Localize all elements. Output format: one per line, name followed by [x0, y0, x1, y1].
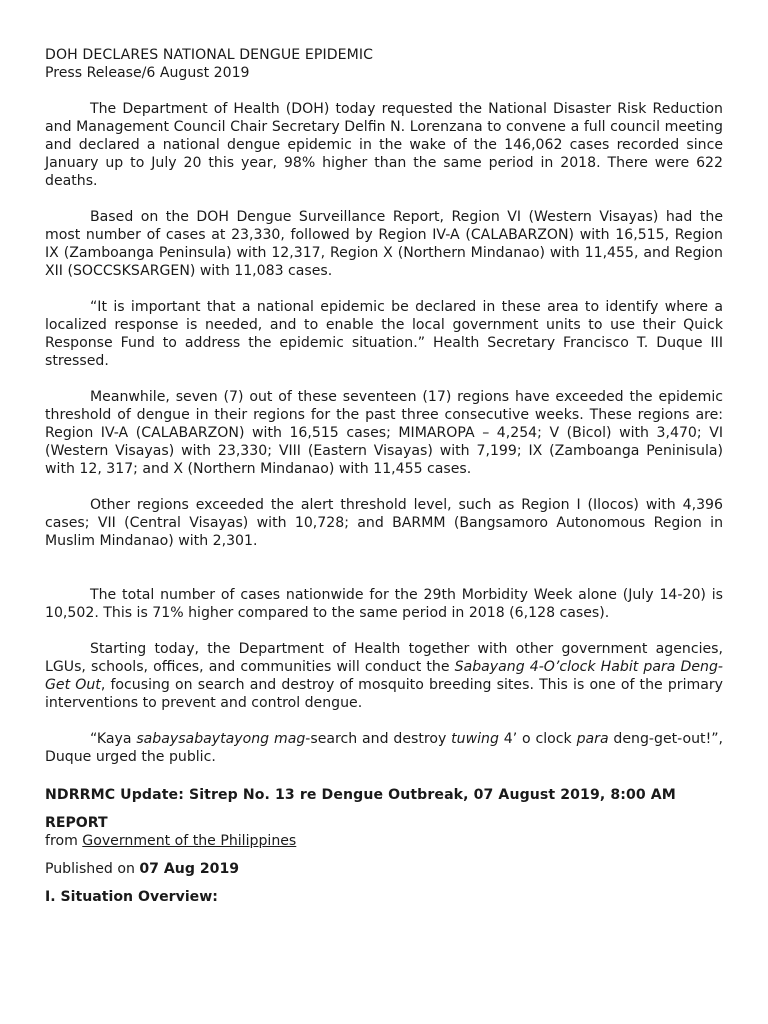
published-prefix: Published on	[45, 861, 140, 877]
published-date: 07 Aug 2019	[139, 861, 240, 877]
report-source-line	[45, 832, 723, 850]
press-release-subtitle: Press Release/6 August 2019	[45, 65, 250, 81]
report-label: REPORT	[45, 815, 108, 831]
situation-overview-heading: I. Situation Overview:	[45, 889, 218, 905]
text-span: Starting today, the Department of Health together with other government agencies, LGUs, schools, offices, and communities will conduct the	[45, 641, 723, 675]
sitrep-heading: NDRRMC Update: Sitrep No. 13 re Dengue Outbreak, 07 August 2019, 8:00 AM	[45, 787, 676, 803]
source-link[interactable]: Government of the Philippines	[82, 833, 297, 849]
paragraph-sabayang-habit	[45, 640, 723, 712]
paragraph-epidemic-declaration: The Department of Health (DOH) today requested the National Disaster Risk Reduction and Management Council Chair Secretary Delfin N. Lorenzana to convene a full council meeting and declared a national dengue epidemic in the wake of the 146,062 cases recorded since January up to July 20 this year, 98% higher than the same period in 2018. There were 622 deaths.	[45, 101, 723, 189]
paragraph-epidemic-threshold: Meanwhile, seven (7) out of these seventeen (17) regions have exceeded the epidemic threshold of dengue in their regions for the past three consecutive weeks. These regions are: Region IV-A (CALABARZON) with 16,515 cases; MIMAROPA – 4,254; V (Bicol) with 3,470; VI (Western Visayas) with 23,330; VIII (Eastern Visayas) with 7,199; IX (Zamboanga Peninisula) with 12, 317; and X (Northern Mindanao) with 11,455 cases.	[45, 389, 723, 477]
italic-text-span: tuwing	[451, 731, 499, 747]
source-prefix: from	[45, 833, 83, 849]
italic-text-span: para	[576, 731, 609, 747]
text-span: , focusing on search and destroy of mosquito breeding sites. This is one of the primary interventions to prevent and control dengue.	[45, 677, 723, 711]
press-release-title: DOH DECLARES NATIONAL DENGUE EPIDEMIC	[45, 47, 374, 63]
document-content	[45, 46, 723, 906]
paragraph-duque-quote: “It is important that a national epidemic be declared in these area to identify where a localized response is needed, and to enable the local government units to use their Quick Response Fund to address the epidemic situation.” Health Secretary Francisco T. Duque III stressed.	[45, 299, 723, 369]
paragraph-regional-cases: Based on the DOH Dengue Surveillance Report, Region VI (Western Visayas) had the most number of cases at 23,330, followed by Region IV-A (CALABARZON) with 16,515, Region IX (Zamboanga Peninsula) with 12,317, Region X (Northern Mindanao) with 11,455, and Region XII (SOCCSKSARGEN) with 11,083 cases.	[45, 209, 723, 279]
text-span: -search and destroy	[305, 731, 452, 747]
paragraph-morbidity-week: The total number of cases nationwide for the 29th Morbidity Week alone (July 14-20) is 10,502. This is 71% higher compared to the same period in 2018 (6,128 cases).	[45, 587, 723, 621]
text-span: deng-get-out!”, Duque urged the public.	[45, 731, 723, 765]
paragraph-duque-urge	[45, 730, 723, 766]
text-span: 4’ o clock	[498, 731, 577, 747]
italic-text-span: Sabayang 4-O’clock Habit para Deng-Get Out	[45, 659, 723, 693]
text-span: “Kaya	[90, 731, 137, 747]
italic-text-span: sabaysabaytayong mag	[136, 731, 306, 747]
paragraph-alert-threshold: Other regions exceeded the alert threshold level, such as Region I (Ilocos) with 4,396 cases; VII (Central Visayas) with 10,728; and BARMM (Bangsamoro Autonomous Region in Muslim Mindanao) with 2,301.	[45, 497, 723, 549]
published-line	[45, 860, 723, 878]
